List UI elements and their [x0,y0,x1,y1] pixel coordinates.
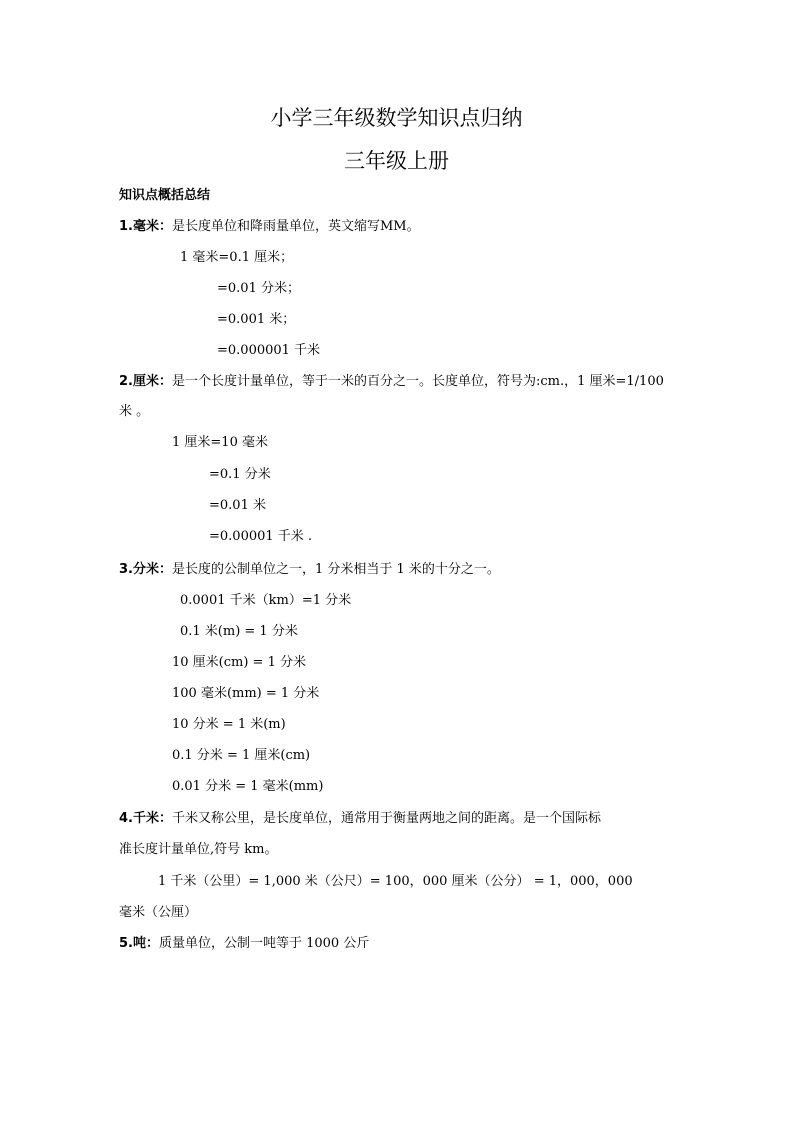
item-term: 4.千米： [119,811,172,826]
item-desc: 是长度的公制单位之一，1 分米相当于 1 米的十分之一。 [171,562,500,577]
item-desc-continued: 米 。 [119,404,150,419]
conversion-line: 10 厘米(cm) = 1 分米 [172,655,306,670]
conversion-line: 1 毫米=0.1 厘米； [180,250,294,265]
conversion-line: 0.1 米(m) = 1 分米 [180,624,298,639]
conversion-line: =0.1 分米 [209,467,271,482]
document-title: 小学三年级数学知识点归纳 [270,106,523,130]
conversion-line: 0.1 分米 = 1 厘米(cm) [172,748,311,763]
item-millimeter [119,218,420,236]
conversion-line: =0.001 米； [217,312,296,327]
item-term: 5.吨： [119,936,159,951]
item-term: 2.厘米： [119,374,172,389]
conversion-line: 10 分米 = 1 米(m) [172,717,286,732]
item-desc: 质量单位，公制一吨等于 1000 公斤 [158,936,370,951]
conversion-line: 0.0001 千米（km）=1 分米 [180,593,352,608]
item-desc: 千米又称公里，是长度单位，通常用于衡量两地之间的距离。是一个国际标 [171,811,601,826]
conversion-line-continued: 毫米（公厘） [119,905,198,920]
item-term: 3.分米： [119,562,172,577]
item-decimeter [119,561,500,579]
item-desc-continued: 准长度计量单位,符号 km。 [119,842,278,857]
document-subtitle: 三年级上册 [344,149,449,173]
section-heading: 知识点概括总结 [119,188,211,203]
conversion-line: 100 毫米(mm) = 1 分米 [172,686,320,701]
item-desc: 是一个长度计量单位，等于一米的百分之一。长度单位，符号为:cm.，1 厘米=1/100 [171,374,664,389]
conversion-line: 1 千米（公里）= 1,000 米（公尺）= 100，000 厘米（公分） = 1，000，000 [158,874,633,889]
item-desc: 是长度单位和降雨量单位，英文缩写MM。 [171,219,420,234]
conversion-line: =0.000001 千米 [217,343,321,358]
item-kilometer [119,810,601,828]
conversion-line: =0.00001 千米 . [209,529,313,544]
conversion-line: 0.01 分米 = 1 毫米(mm) [172,779,324,794]
conversion-line: 1 厘米=10 毫米 [172,435,268,450]
conversion-line: =0.01 米 [209,498,266,513]
item-ton [119,935,369,953]
item-centimeter [119,373,664,391]
item-term: 1.毫米： [119,219,172,234]
conversion-line: =0.01 分米； [217,281,300,296]
